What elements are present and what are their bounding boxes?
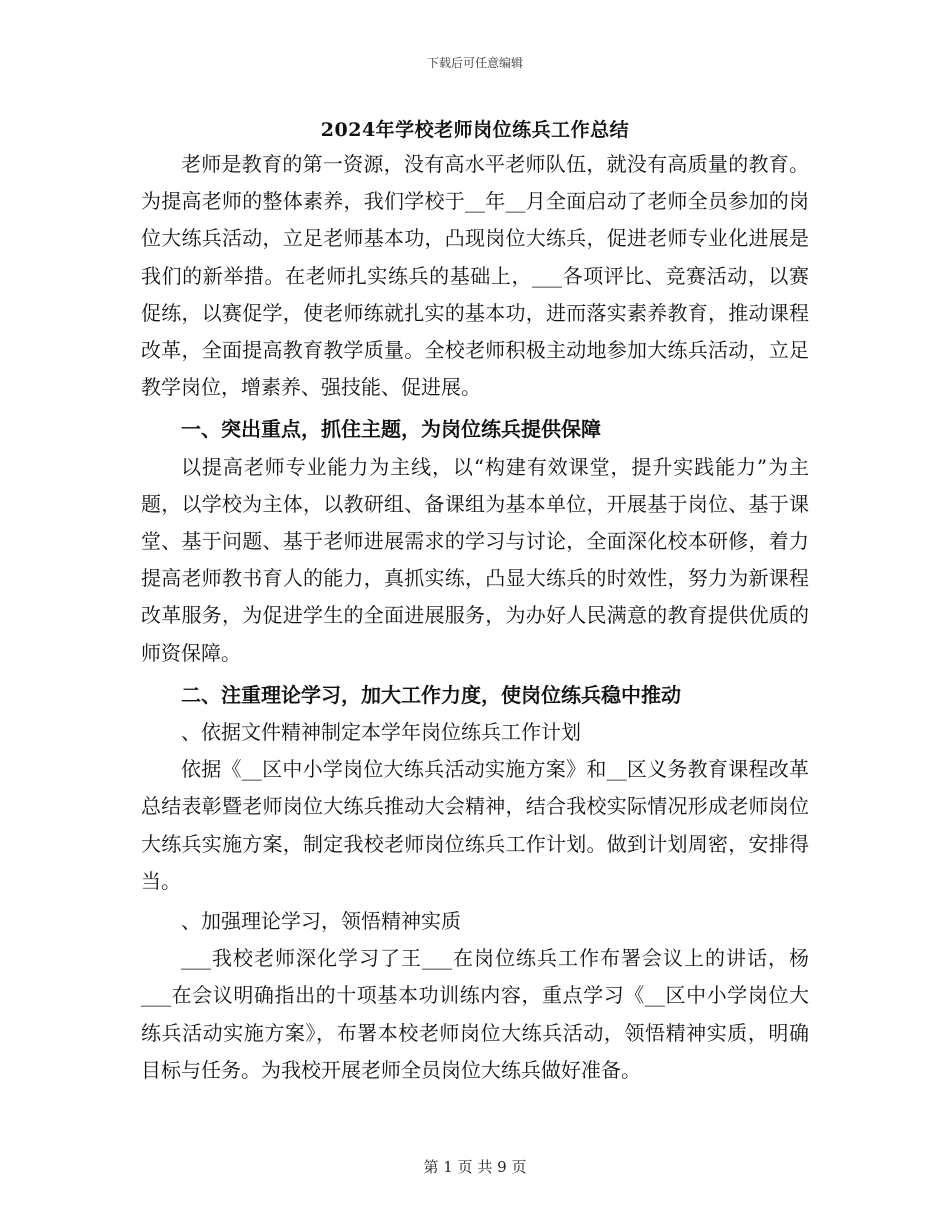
section-1-heading: 一、突出重点，抓住主题，为岗位练兵提供保障 bbox=[181, 417, 601, 442]
section-2-item-2-title: 、加强理论学习，领悟精神实质 bbox=[181, 909, 461, 934]
page-number: 第 1 页 共 9 页 bbox=[423, 1158, 527, 1176]
document-title: 2024年学校老师岗位练兵工作总结 bbox=[320, 119, 630, 141]
intro-paragraph: 老师是教育的第一资源，没有高水平老师队伍，就没有高质量的教育。为提高老师的整体素养，我们学校于__年__月全面启动了老师全员参加的岗位大练兵活动，立足老师基本功，凸现岗位大练兵，促进老师专业化进展是我们的新举措。在老师扎实练兵的基础上，___各项评比、竞赛活动，以赛促练，以赛促学，使老师练就扎实的基本功，进而落实素养教育，推动课程改革，全面提高教育教学质量。全校老师积极主动地参加大练兵活动，立足教学岗位，增素养、强技能、促进展。 bbox=[141, 152, 809, 400]
section-2-item-1-paragraph: 依据《__区中小学岗位大练兵活动实施方案》和__区义务教育课程改革总结表彰暨老师岗位大练兵推动大会精神，结合我校实际情况形成老师岗位大练兵实施方案，制定我校老师岗位练兵工作计划。做到计划周密，安排得当。 bbox=[141, 757, 809, 893]
document-body bbox=[141, 146, 809, 1089]
header-note: 下载后可任意编辑 bbox=[426, 56, 523, 70]
section-2-heading: 二、注重理论学习，加大工作力度，使岗位练兵稳中推动 bbox=[181, 682, 681, 707]
section-1-paragraph: 以提高老师专业能力为主线，以“构建有效课堂，提升实践能力”为主题，以学校为主体，以教研组、备课组为基本单位，开展基于岗位、基于课堂、基于问题、基于老师进展需求的学习与讨论，全面深化校本研修，着力提高老师教书育人的能力，真抓实练，凸显大练兵的时效性，努力为新课程改革服务，为促进学生的全面进展服务，为办好人民满意的教育提供优质的师资保障。 bbox=[141, 454, 809, 665]
section-2-item-1-title: 、依据文件精神制定本学年岗位练兵工作计划 bbox=[181, 720, 581, 745]
section-2-item-2-paragraph: ___我校老师深化学习了王___在岗位练兵工作布署会议上的讲话，杨___在会议明确指出的十项基本功训练内容，重点学习《__区中小学岗位大练兵活动实施方案》，布署本校老师岗位大练兵活动，领悟精神实质，明确目标与任务。为我校开展老师全员岗位大练兵做好准备。 bbox=[141, 946, 809, 1082]
